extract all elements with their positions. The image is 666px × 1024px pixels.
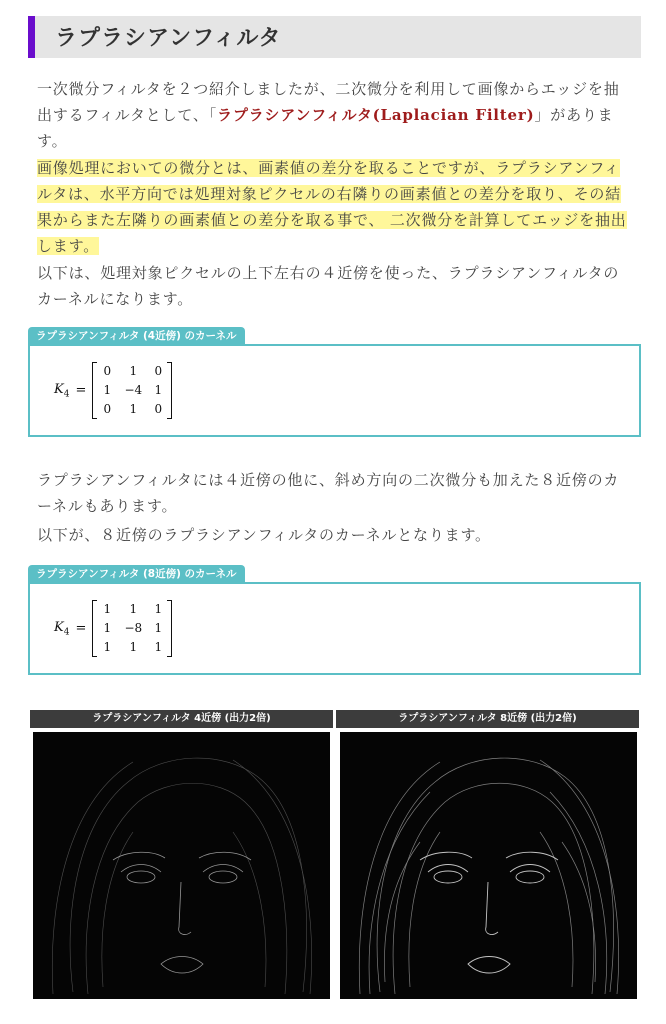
matrix-cell: 1 bbox=[129, 364, 138, 378]
matrix-cell: 1 bbox=[154, 602, 163, 616]
matrix-cell: 1 bbox=[103, 602, 112, 616]
highlighted-paragraph bbox=[37, 155, 627, 259]
kernel-symbol: $K_4$ bbox=[54, 619, 70, 638]
matrix-cell: 1 bbox=[154, 640, 163, 654]
matrix-cell: 1 bbox=[154, 621, 163, 635]
image-8-title: ラプラシアンフィルタ 8近傍 (出力2倍) bbox=[336, 710, 639, 728]
kernel-4-equation bbox=[54, 362, 172, 419]
laplacian-filter-term: ラプラシアンフィルタ(Laplacian Filter) bbox=[217, 106, 535, 124]
matrix-cell: −4 bbox=[124, 383, 143, 397]
matrix-cell: 1 bbox=[129, 640, 138, 654]
laplacian-4-result-image bbox=[33, 732, 330, 999]
intro-paragraph bbox=[37, 76, 627, 154]
matrix-cell: 0 bbox=[103, 402, 112, 416]
matrix-cell: 1 bbox=[103, 640, 112, 654]
kernel-8-box bbox=[28, 582, 641, 675]
equals-sign: = bbox=[75, 383, 87, 398]
face-edge-8-drawing bbox=[340, 732, 637, 999]
four-neighbor-intro: 以下は、処理対象ピクセルの上下左右の４近傍を使った、ラプラシアンフィルタのカーネルになります。 bbox=[37, 264, 620, 308]
matrix-cell: 1 bbox=[129, 602, 138, 616]
kernel-symbol: $K_4$ bbox=[54, 381, 70, 400]
equals-sign: = bbox=[75, 621, 87, 636]
kernel-4-label: ラプラシアンフィルタ (4近傍) のカーネル bbox=[28, 327, 245, 345]
kernel-8-label: ラプラシアンフィルタ (8近傍) のカーネル bbox=[28, 565, 245, 583]
kernel-8-matrix bbox=[92, 600, 172, 657]
matrix-cell: 1 bbox=[103, 621, 112, 635]
matrix-cell: 0 bbox=[103, 364, 112, 378]
section-heading bbox=[28, 16, 641, 58]
matrix-cell: 0 bbox=[154, 364, 163, 378]
image-4-title: ラプラシアンフィルタ 4近傍 (出力2倍) bbox=[30, 710, 333, 728]
intro-text-post: 」があります。 bbox=[37, 106, 614, 150]
intro-text-pre: 一次微分フィルタを２つ紹介しましたが、二次微分を利用して画像からエッジを抽出するフィルタとして、「 bbox=[37, 80, 620, 124]
eight-neighbor-lead: 以下が、８近傍のラプラシアンフィルタのカーネルとなります。 bbox=[37, 526, 491, 544]
kernel-4-matrix bbox=[92, 362, 172, 419]
matrix-cell: 1 bbox=[129, 402, 138, 416]
face-edge-4-drawing bbox=[33, 732, 330, 999]
matrix-cell: −8 bbox=[124, 621, 143, 635]
laplacian-8-result-image bbox=[340, 732, 637, 999]
section-heading-text: ラプラシアンフィルタ bbox=[55, 26, 282, 51]
kernel-8-equation bbox=[54, 600, 172, 657]
matrix-cell: 1 bbox=[103, 383, 112, 397]
kernel-4-box bbox=[28, 344, 641, 437]
matrix-cell: 1 bbox=[154, 383, 163, 397]
matrix-cell: 0 bbox=[154, 402, 163, 416]
eight-neighbor-intro: ラプラシアンフィルタには４近傍の他に、斜め方向の二次微分も加えた８近傍のカーネルもあります。 bbox=[37, 471, 620, 515]
highlighted-text: 画像処理においての微分とは、画素値の差分を取ることですが、ラプラシアンフィルタは、水平方向では処理対象ピクセルの右隣りの画素値との差分を取り、その結果からまた左隣りの画素値との差分を取る事で、 二次微分を計算してエッジを抽出します。 bbox=[37, 159, 627, 255]
